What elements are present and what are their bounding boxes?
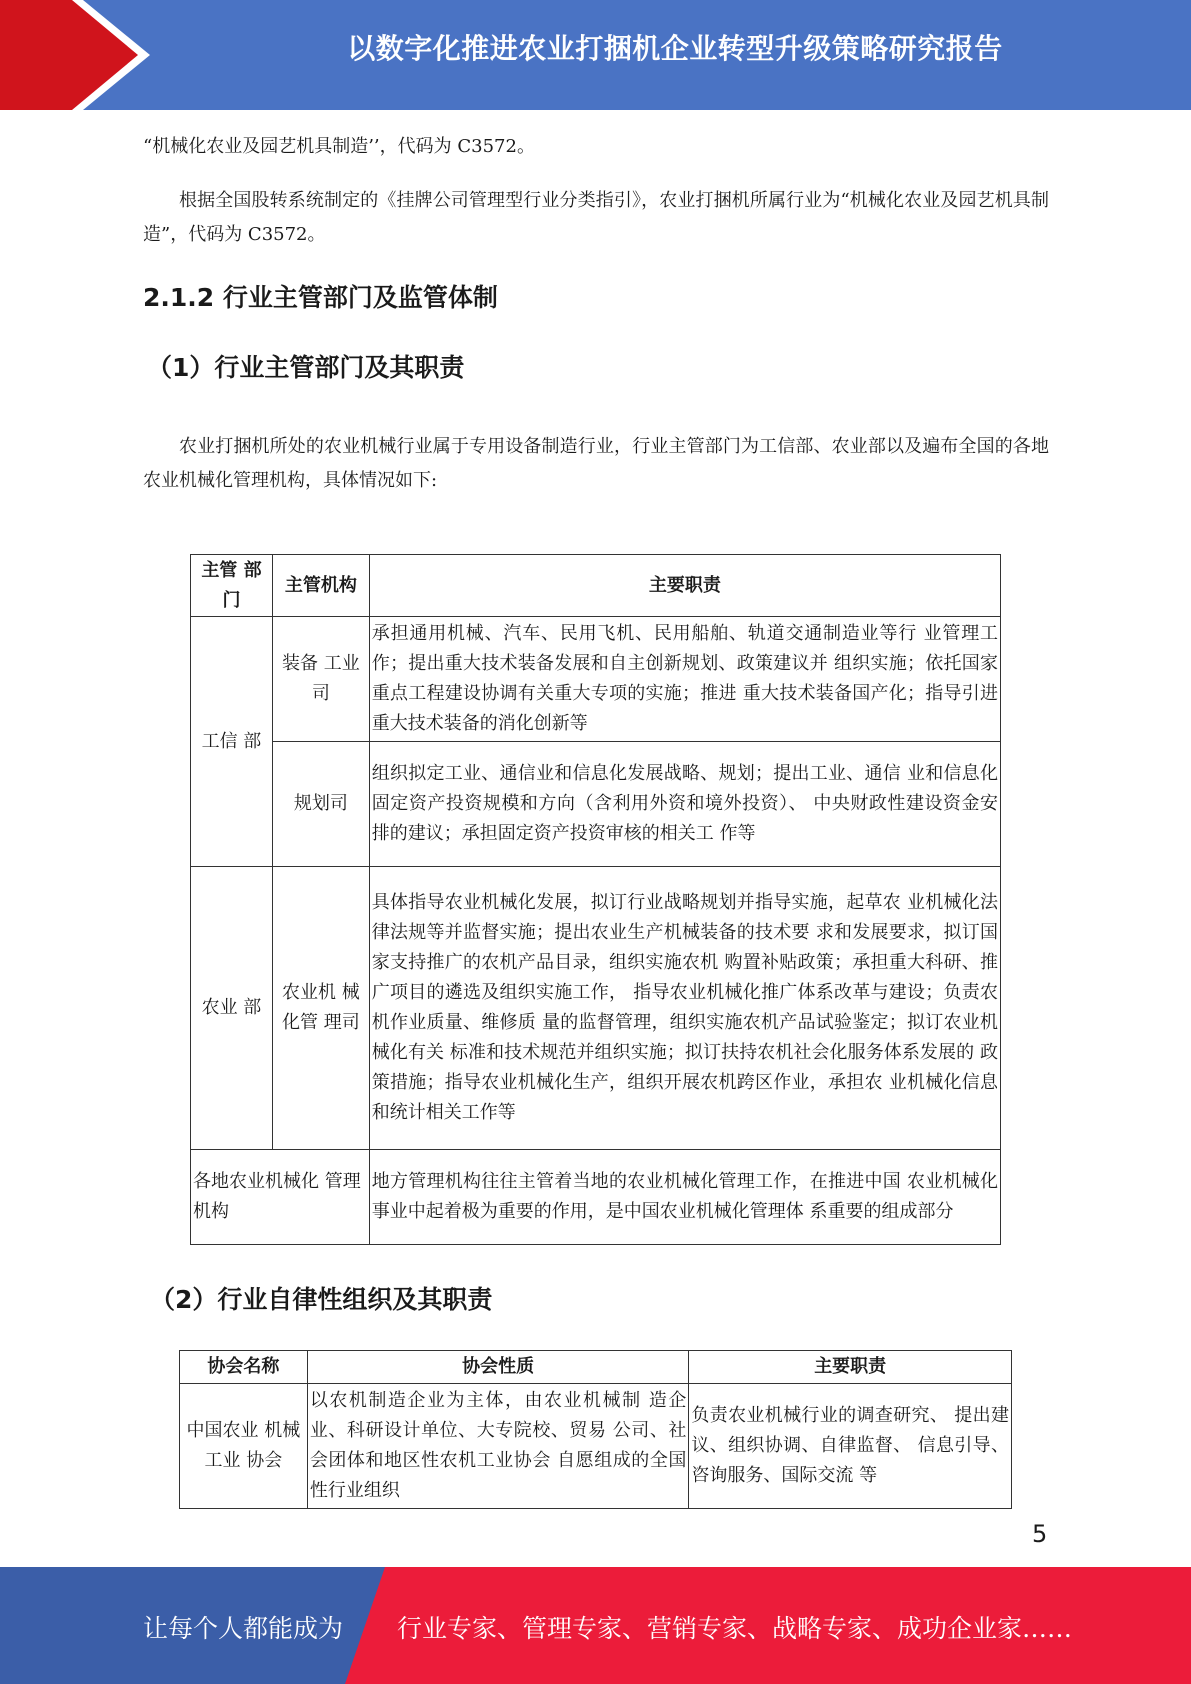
paragraph-1: “机械化农业及园艺机具制造’’，代码为 C3572。	[143, 136, 535, 157]
header-duty: 主要职责	[689, 1351, 1012, 1384]
table-row	[191, 617, 1001, 742]
association-name-cell: 中国农业 机械工业 协会	[180, 1384, 308, 1509]
page-header	[0, 0, 1191, 110]
duty-cell: 具体指导农业机械化发展，拟订行业战略规划并指导实施，起草农 业机械化法律法规等并监督实施；提出农业生产机械装备的技术要 求和发展要求，拟订国家支持推广的农机产品目录，组织实施农机 购置补贴政策；承担重大科研、推广项目的遴选及组织实施工作， 指导农业机械化推广体系改革与建设；负责农机作业质量、维修质 量的监督管理，组织实施农机产品试验鉴定；拟订农业机械化有关 标准和技术规范并组织实施；拟订扶持农机社会化服务体系发展的 政策措施；指导农业机械化生产，组织开展农机跨区作业，承担农 业机械化信息和统计相关工作等	[369, 867, 1000, 1150]
page-footer	[0, 1567, 1191, 1684]
association-table	[179, 1350, 1012, 1509]
table-row	[191, 867, 1001, 1150]
table-row	[191, 742, 1001, 867]
subsection-heading-1: （1）行业主管部门及其职责	[147, 353, 465, 382]
table-header-row	[180, 1351, 1012, 1384]
page-number: 5	[1032, 1520, 1048, 1548]
section-heading: 2.1.2 行业主管部门及监管体制	[143, 283, 498, 312]
header-name: 协会名称	[180, 1351, 308, 1384]
paragraph-2: 根据全国股转系统制定的《挂牌公司管理型行业分类指引》，农业打捆机所属行业为“机械化农业及园艺机具制造”，代码为 C3572。	[143, 190, 1049, 245]
subsection-heading-2: （2）行业自律性组织及其职责	[150, 1285, 493, 1314]
footer-slogan-right: 行业专家、管理专家、营销专家、战略专家、成功企业家……	[397, 1614, 1073, 1643]
main-content	[143, 130, 1049, 498]
dept-cell: 工信 部	[191, 617, 273, 867]
duty-cell: 地方管理机构往往主管着当地的农业机械化管理工作，在推进中国 农业机械化事业中起着极为重要的作用，是中国农业机械化管理体 系重要的组成部分	[369, 1150, 1000, 1245]
table-row	[191, 1150, 1001, 1245]
duty-cell: 承担通用机械、汽车、民用飞机、民用船舶、轨道交通制造业等行 业管理工作；提出重大技术装备发展和自主创新规划、政策建议并 组织实施；依托国家重点工程建设协调有关重大专项的实施；推进 重大技术装备国产化；指导引进重大技术装备的消化创新等	[369, 617, 1000, 742]
org-cell: 规划司	[272, 742, 369, 867]
table-row	[180, 1384, 1012, 1509]
dept-cell: 各地农业机械化 管理机构	[191, 1150, 370, 1245]
org-cell: 装备 工业司	[272, 617, 369, 742]
association-nature-cell: 以农机制造企业为主体，由农业机械制 造企业、科研设计单位、大专院校、贸易 公司、社会团体和地区性农机工业协会 自愿组成的全国性行业组织	[307, 1384, 689, 1509]
department-table	[190, 554, 1001, 1245]
report-title: 以数字化推进农业打捆机企业转型升级策略研究报告	[347, 32, 1003, 65]
dept-cell: 农业 部	[191, 867, 273, 1150]
header-nature: 协会性质	[307, 1351, 689, 1384]
table-header-row	[191, 555, 1001, 617]
header-dept: 主管 部门	[191, 555, 273, 617]
duty-cell: 组织拟定工业、通信业和信息化发展战略、规划；提出工业、通信 业和信息化固定资产投资规模和方向（含利用外资和境外投资）、 中央财政性建设资金安排的建议；承担固定资产投资审核的相关工 作等	[369, 742, 1000, 867]
header-org: 主管机构	[272, 555, 369, 617]
header-red-chevron	[0, 0, 140, 110]
association-duty-cell: 负责农业机械行业的调查研究、 提出建议、组织协调、自律监督、 信息引导、咨询服务、国际交流 等	[689, 1384, 1012, 1509]
paragraph-3: 农业打捆机所处的农业机械行业属于专用设备制造行业，行业主管部门为工信部、农业部以及遍布全国的各地农业机械化管理机构，具体情况如下:	[143, 436, 1049, 491]
header-duty: 主要职责	[369, 555, 1000, 617]
footer-slogan-left: 让每个人都能成为	[143, 1614, 344, 1643]
org-cell: 农业机 械化管 理司	[272, 867, 369, 1150]
